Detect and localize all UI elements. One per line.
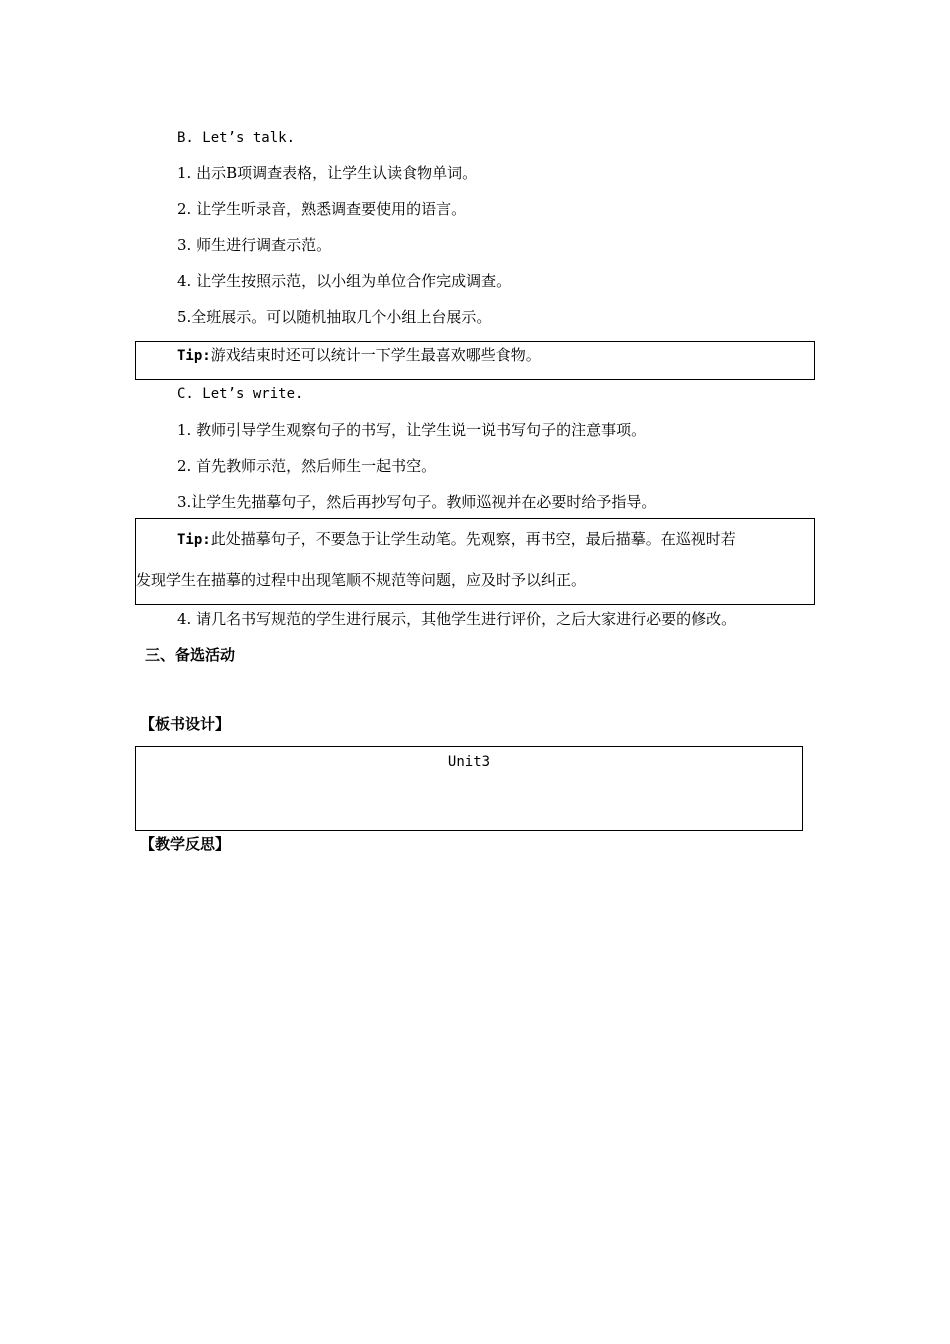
tip-c-line-2: 发现学生在描摹的过程中出现笔顺不规范等问题，应及时予以纠正。 [136,571,587,589]
section-b-heading: B. Let’s talk. [177,130,296,146]
section-b-step-2: 2. 让学生听录音，熟悉调查要使用的语言。 [177,200,467,218]
section-c-step-4: 4. 请几名书写规范的学生进行展示，其他学生进行评价，之后大家进行必要的修改。 [177,610,737,628]
tip-box-c [135,518,815,605]
board-design-title: Unit3 [447,754,491,770]
tip-c-label: Tip: [177,532,211,548]
section-c-step-1: 1. 教师引导学生观察句子的书写，让学生说一说书写句子的注意事项。 [177,421,647,439]
board-design-box [135,746,803,831]
tip-c-line-1 [177,529,736,550]
section-c-step-2: 2. 首先教师示范，然后师生一起书空。 [177,457,437,475]
section-c-heading: C. Let’s write. [177,386,304,402]
section-b-step-1: 1. 出示B项调查表格，让学生认读食物单词。 [177,164,478,182]
section-three-heading: 三、备选活动 [145,646,236,664]
section-b-step-3: 3. 师生进行调查示范。 [177,236,332,254]
reflection-heading: 【教学反思】 [140,835,231,853]
tip-c-text-1: 此处描摹句子，不要急于让学生动笔。先观察，再书空，最后描摹。在巡视时若 [210,530,736,548]
tip-box-b [135,341,815,380]
section-b-step-5: 5.全班展示。可以随机抽取几个小组上台展示。 [177,308,492,326]
tip-b-line [177,345,541,366]
tip-b-text: 游戏结束时还可以统计一下学生最喜欢哪些食物。 [210,346,541,364]
section-b-step-4: 4. 让学生按照示范，以小组为单位合作完成调查。 [177,272,512,290]
tip-b-label: Tip: [177,348,211,364]
board-design-heading: 【板书设计】 [140,715,231,733]
section-c-step-3: 3.让学生先描摹句子，然后再抄写句子。教师巡视并在必要时给予指导。 [177,493,657,511]
